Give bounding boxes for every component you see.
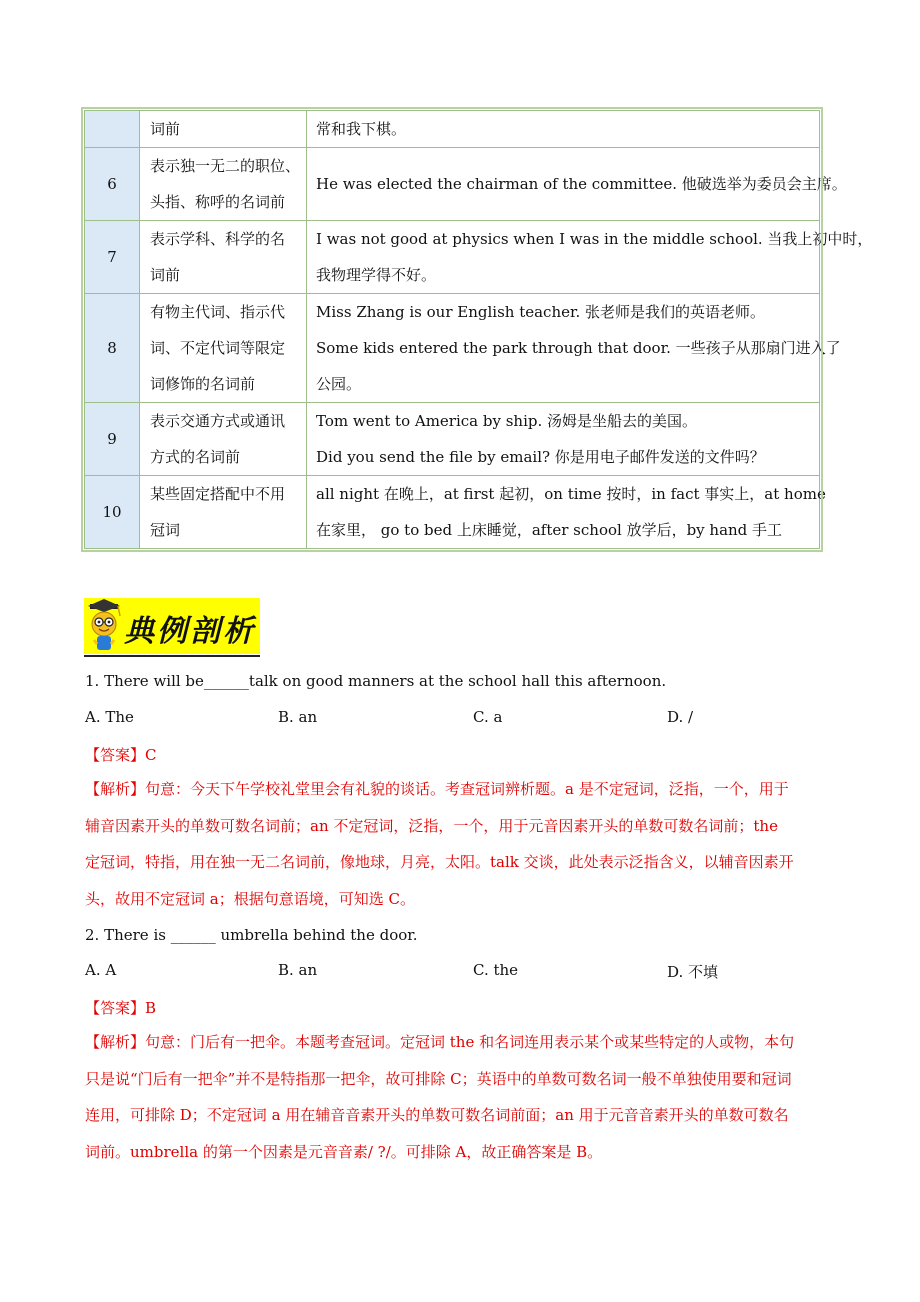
table-row — [85, 221, 820, 294]
example-cell — [307, 148, 847, 221]
example-cell — [307, 111, 820, 148]
q2-option-a: A. A — [85, 961, 117, 979]
usage-line: 有物主代词、指示代 — [150, 303, 286, 321]
section-divider — [84, 655, 260, 657]
usage-line: 词修饰的名词前 — [150, 375, 256, 393]
example-cell — [307, 403, 820, 476]
usage-cell — [140, 221, 307, 294]
usage-line: 词前 — [150, 266, 181, 284]
row-number: 8 — [85, 294, 140, 403]
example-line: He was elected the chairman of the committee. 他破选举为委员会主席。 — [316, 175, 847, 193]
usage-line: 词、不定代词等限定 — [150, 339, 286, 357]
q1-option-d: D. / — [667, 708, 694, 726]
example-line: Some kids entered the park through that door. 一些孩子从那扇门进入了 — [316, 339, 841, 357]
q2-analysis — [85, 1024, 845, 1170]
usage-line: 头指、称呼的名词前 — [150, 193, 286, 211]
article-usage-table — [84, 110, 873, 549]
row-number: 7 — [85, 221, 140, 294]
table-row — [85, 111, 820, 148]
q1-option-b: B. an — [278, 708, 318, 726]
example-line: Did you send the file by email? 你是用电子邮件发送的文件吗？ — [316, 448, 765, 466]
row-number: 6 — [85, 148, 140, 221]
usage-line: 表示交通方式或通讯 — [150, 412, 286, 430]
analysis-line: 【解析】句意：今天下午学校礼堂里会有礼貌的谈话。考查冠词辨析题。a 是不定冠词，泛指，一个，用于 — [85, 780, 789, 798]
usage-line: 表示独一无二的职位、 — [150, 157, 301, 175]
analysis-line: 【解析】句意：门后有一把伞。本题考查冠词。定冠词 the 和名词连用表示某个或某些特定的人或物，本句 — [85, 1033, 795, 1051]
usage-cell — [140, 148, 307, 221]
scholar-mascot-icon — [84, 598, 124, 654]
example-line: 我物理学得不好。 — [316, 266, 437, 284]
example-line: 在家里， go to bed 上床睡觉，after school 放学后，by hand 手工 — [316, 521, 783, 539]
usage-cell — [140, 294, 307, 403]
usage-line: 某些固定搭配中不用 — [150, 485, 286, 503]
q1-option-a: A. The — [85, 708, 134, 726]
question-2-stem: 2. There is ______ umbrella behind the door. — [85, 926, 418, 944]
question-1-stem: 1. There will be______talk on good manners at the school hall this afternoon. — [85, 672, 667, 690]
row-number: 10 — [85, 476, 140, 549]
usage-line: 冠词 — [150, 521, 181, 539]
example-line: 公园。 — [316, 375, 362, 393]
example-line: I was not good at physics when I was in the middle school. 当我上初中时， — [316, 230, 873, 248]
analysis-line: 只是说“门后有一把伞”并不是特指那一把伞，故可排除 C；英语中的单数可数名词一般不单独使用要和冠词 — [85, 1069, 792, 1088]
usage-line: 方式的名词前 — [150, 448, 241, 466]
example-line: Miss Zhang is our English teacher. 张老师是我们的英语老师。 — [316, 303, 766, 321]
example-line: all night 在晚上，at first 起初，on time 按时，in fact 事实上，at home — [316, 485, 826, 503]
example-cell — [307, 476, 826, 549]
example-cell — [307, 294, 841, 403]
q1-option-c: C. a — [473, 708, 503, 726]
section-title: 典例剖析 — [124, 614, 256, 649]
analysis-line: 词前。umbrella 的第一个因素是元音音素/ ?/。可排除 A，故正确答案是 B。 — [85, 1142, 603, 1161]
row-number — [85, 111, 140, 148]
example-line: 常和我下棋。 — [316, 120, 407, 138]
usage-line: 表示学科、科学的名 — [150, 230, 286, 248]
table-row — [85, 148, 820, 221]
usage-cell — [140, 403, 307, 476]
usage-line: 词前 — [150, 120, 181, 138]
table-row — [85, 476, 820, 549]
q2-answer: 【答案】B — [85, 999, 157, 1017]
analysis-line: 头，故用不定冠词 a；根据句意语境，可知选 C。 — [85, 889, 415, 908]
analysis-line: 连用，可排除 D；不定冠词 a 用在辅音音素开头的单数可数名词前面；an 用于元音音素开头的单数可数名 — [85, 1106, 789, 1124]
usage-cell — [140, 111, 307, 148]
usage-cell — [140, 476, 307, 549]
q2-option-b: B. an — [278, 961, 318, 979]
table-row — [85, 403, 820, 476]
analysis-line: 定冠词，特指，用在独一无二名词前，像地球，月亮，太阳。talk 交谈，此处表示泛指含义，以辅音因素开 — [85, 853, 794, 871]
analysis-line: 辅音因素开头的单数可数名词前；an 不定冠词，泛指，一个，用于元音因素开头的单数可数名词前；the — [85, 816, 778, 835]
q2-option-c: C. the — [473, 961, 519, 979]
row-number: 9 — [85, 403, 140, 476]
q1-answer: 【答案】C — [85, 746, 157, 764]
q2-option-d: D. 不填 — [667, 963, 719, 981]
example-cell — [307, 221, 873, 294]
table-row — [85, 294, 820, 403]
q1-analysis — [85, 771, 845, 917]
example-line: Tom went to America by ship. 汤姆是坐船去的美国。 — [316, 412, 698, 430]
